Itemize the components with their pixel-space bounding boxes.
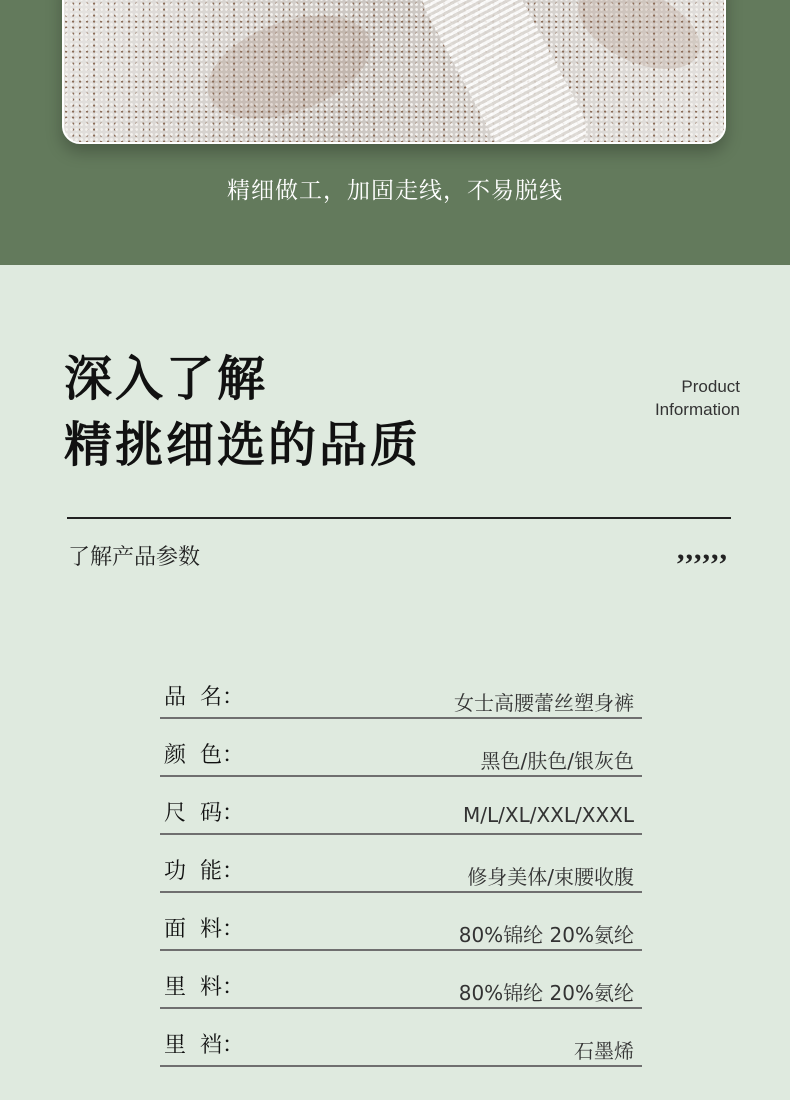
quote-icon: ,,,,,, (677, 533, 728, 566)
top-banner (0, 0, 790, 265)
english-subtitle (655, 375, 740, 421)
section-title: 了解产品参数 (68, 545, 201, 570)
spec-row (160, 720, 642, 777)
english-line-1: Product (681, 377, 740, 396)
title-line-1: 深入了解 (64, 351, 269, 407)
fabric-seam (408, 0, 600, 144)
lace-pattern (194, 0, 385, 138)
spec-row (160, 662, 642, 719)
spec-row (160, 894, 642, 951)
spec-value: 女士高腰蕾丝塑身裤 (454, 691, 634, 715)
english-line-2: Information (654, 400, 740, 419)
spec-label: 品 名： (164, 685, 244, 710)
spec-value: M/L/XL/XXL/XXXL (463, 803, 634, 827)
spec-row (160, 778, 642, 835)
spec-value: 80%锦纶 20%氨纶 (458, 981, 634, 1005)
spec-row (160, 952, 642, 1009)
title-line-2: 精挑细选的品质 (64, 417, 422, 473)
spec-label: 功 能： (164, 859, 244, 884)
spec-value: 80%锦纶 20%氨纶 (458, 923, 634, 947)
spec-value: 修身美体/束腰收腹 (467, 865, 634, 889)
lace-pattern (565, 0, 712, 86)
page-title (64, 346, 421, 478)
fabric-closeup-image (62, 0, 726, 144)
banner-caption: 精细做工，加固走线，不易脱线 (227, 178, 563, 204)
spec-label: 面 料： (164, 917, 244, 942)
spec-table (160, 662, 642, 1068)
divider (67, 517, 731, 519)
spec-value: 黑色/肤色/银灰色 (480, 749, 634, 773)
spec-value: 石墨烯 (574, 1039, 634, 1063)
spec-label: 里 料： (164, 975, 244, 1000)
spec-row (160, 836, 642, 893)
spec-label: 里 裆： (164, 1033, 244, 1058)
spec-label: 尺 码： (164, 801, 244, 826)
spec-row (160, 1010, 642, 1067)
spec-label: 颜 色： (164, 743, 244, 768)
